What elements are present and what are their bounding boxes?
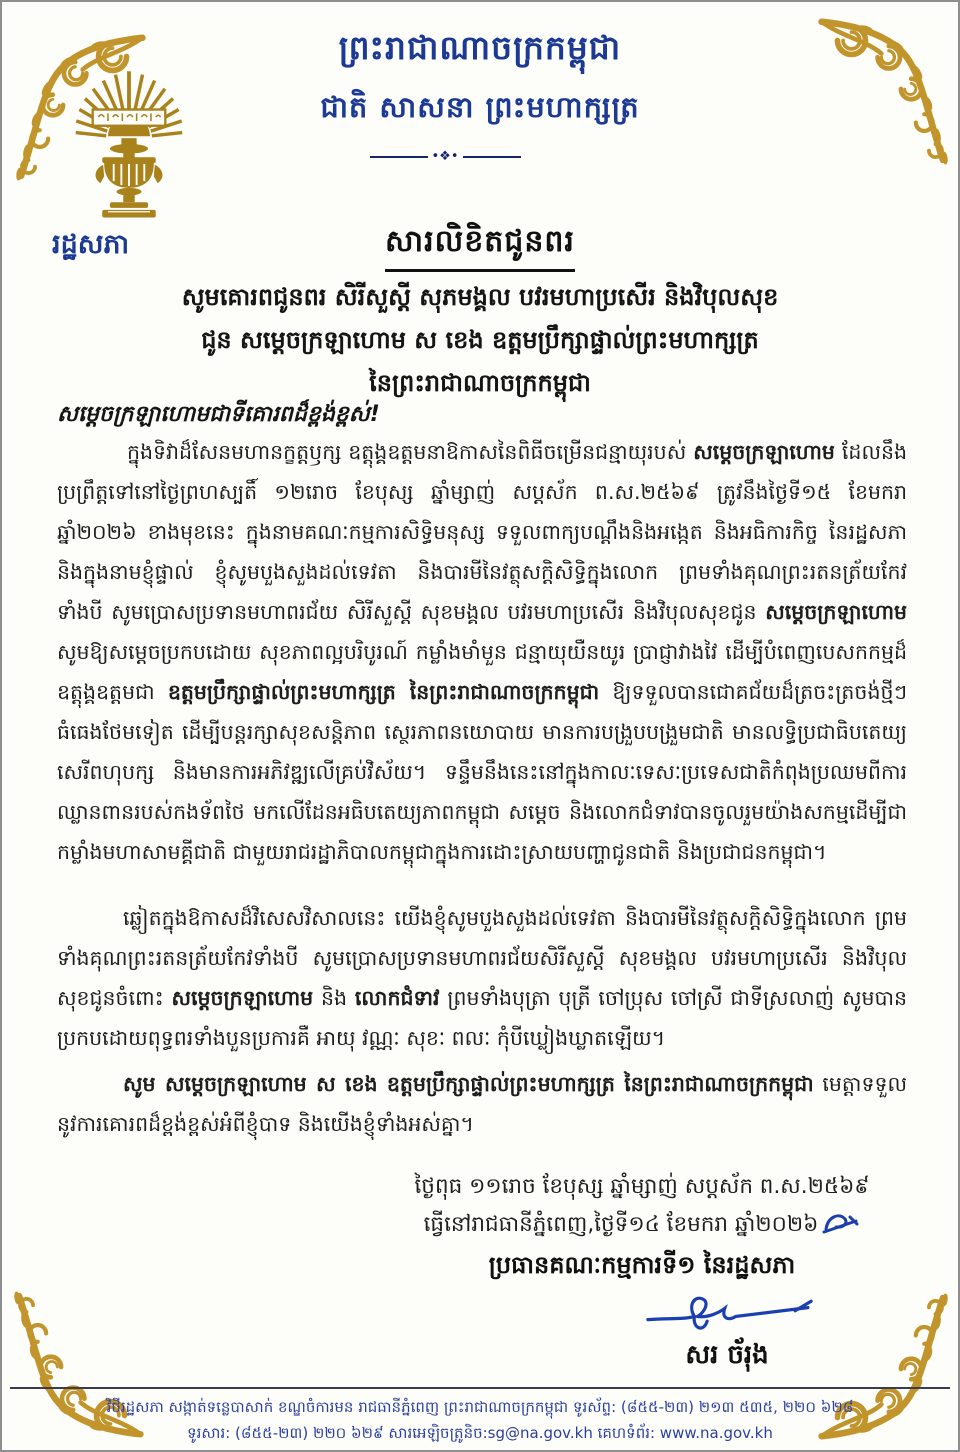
gregorian-date-line: ធ្វើនៅរាជធានីភ្នំពេញ,ថ្ងៃទី១៤ ខែមករា ឆ្នាំ២០២៦ xyxy=(382,1206,902,1244)
footer xyxy=(72,1394,888,1446)
header-divider-ornament-icon: •❖• xyxy=(2,150,888,163)
lunar-date-line: ថ្ងៃពុធ ១១រោច ខែបុស្ស ឆ្នាំម្សាញ់ សប្ដស័ក ព.ស.២៥៦៩ xyxy=(414,1174,870,1199)
body-paragraph-1: ក្នុងទិវាដ៏សែនមហានក្ខត្តឫក្ស ឧត្ដុង្គឧត្ដមនាឱកាសនៃពិធីចម្រើនជន្មាយុរបស់ សម្ដេចក្រឡាហោម ដែលនឹងប្រព្រឹត្តទៅនៅថ្ងៃព្រហស្បតិ៍ ១២រោច ខែបុស្ស ឆ្នាំម្សាញ់ សប្ដស័ក ព.ស.២៥៦៩ ត្រូវនឹងថ្ងៃទី១៥ ខែមករា ឆ្នាំ២០២៦ ខាងមុខនេះ ក្នុងនាមគណៈកម្មការសិទ្ធិមនុស្ស ទទួលពាក្យបណ្ដឹងនិងអង្កេត និងអធិការកិច្ច នៃរដ្ឋសភា និងក្នុងនាមខ្ញុំផ្ទាល់ ខ្ញុំសូមបួងសួងដល់ទេវតា និងបារមីនៃវត្ថុសក្ដិសិទ្ធិក្នុងលោក ព្រមទាំងគុណព្រះរតនត្រ័យកែវទាំងបី សូមប្រោសប្រទានមហាពរជ័យ សិរីសួស្ដី សុខមង្គល បវរមហាប្រសើរ និងវិបុលសុខជូន សម្ដេចក្រឡាហោម សូមឱ្យសម្ដេចប្រកបដោយ សុខភាពល្អបរិបូរណ៍ កម្លាំងមាំមួន ជន្មាយុយឺនយូរ ប្រាជ្ញាវាងវៃ ដើម្បីបំពេញបេសកកម្មដ៏ឧត្ដុង្គឧត្ដមជា ឧត្តមប្រឹក្សាផ្ទាល់ព្រះមហាក្សត្រ នៃព្រះរាជាណាចក្រកម្ពុជា ឱ្យទទួលបានជោគជ័យដ៏ត្រចះត្រចង់ថ្មីៗធំធេងថែមទៀត ដើម្បីបន្តរក្សាសុខសន្តិភាព ស្ថេរភាពនយោបាយ មានការបង្រួបបង្រួមជាតិ មានលទ្ធិប្រជាធិបតេយ្យ សេរីពហុបក្ស និងមានការអភិវឌ្ឍលើគ្រប់វិស័យ។ ទន្ទឹមនឹងនេះនៅក្នុងកាលៈទេសៈប្រទេសជាតិកំពុងប្រឈមពីការឈ្លានពានរបស់កងទ័ពថៃ មកលើដែនអធិបតេយ្យភាពកម្ពុជា សម្ដេច និងលោកជំទាវបានចូលរួមយ៉ាងសកម្មដើម្បីជាកម្លាំងមហាសាមគ្គីជាតិ ជាមួយរាជរដ្ឋាភិបាលកម្ពុជាក្នុងការដោះស្រាយបញ្ហាជូនជាតិ និងប្រជាជនកម្ពុជា។ xyxy=(57,440,907,864)
kingdom-name: ព្រះរាជាណាចក្រកម្ពុជា xyxy=(338,28,622,67)
footer-address-phone: វិថីរដ្ឋសភា សង្កាត់ទន្លេបាសាក់ ខណ្ឌចំការមន រាជធានីភ្នំពេញ ព្រះរាជាណាចក្រកម្ពុជា ទូរស័ព្ទ: (៨៥៥-២៣) ២១៣ ៥៣៥, ២២០ ៦២៨ xyxy=(106,1398,854,1416)
national-motto: ជាតិ សាសនា ព្រះមហាក្សត្រ xyxy=(320,90,640,124)
footer-separator xyxy=(10,1387,950,1389)
footer-fax-email-web: ទូរសារ: (៨៥៥-២៣) ២២០ ៦២៩ សារអេឡិចត្រូនិច:sg@na.gov.kh គេហទំព័រ: www.na.gov.kh xyxy=(187,1424,773,1442)
handwritten-initial-mark-icon xyxy=(820,1209,860,1235)
letter-title: សារលិខិតជូនពរ xyxy=(2,222,958,272)
body-paragraph-2: ឆ្លៀតក្នុងឱកាសដ៏វិសេសវិសាលនេះ យើងខ្ញុំសូមបួងសួងដល់ទេវតា និងបារមីនៃវត្ថុសក្ដិសិទ្ធិក្នុងលោក ព្រមទាំងគុណព្រះរតនត្រ័យកែវទាំងបី សូមប្រោសប្រទានមហាពរជ័យសិរីសួស្ដី សុខមង្គល បវរមហាប្រសើរ និងវិបុលសុខជូនចំពោះ សម្ដេចក្រឡាហោម និង លោកជំទាវ ព្រមទាំងបុត្រា បុត្រី ចៅប្រុស ចៅស្រី ជាទីស្រលាញ់ សូមបានប្រកបដោយពុទ្ធពរទាំងបួនប្រការគឺ អាយុ វណ្ណៈ សុខៈ ពលៈ កុំបីឃ្លៀងឃ្លាតឡើយ។ xyxy=(57,906,908,1050)
subtitle-line: សូមគោរពជូនពរ សិរីសួស្ដី សុភមង្គល បវរមហាប្រសើរ និងវិបុលសុខ xyxy=(181,283,779,311)
subtitle-line: ជូន សម្ដេចក្រឡាហោម ស ខេង ឧត្តមប្រឹក្សាផ្ទាល់ព្រះមហាក្សត្រ xyxy=(201,326,759,354)
letter-subtitle xyxy=(2,276,958,405)
subtitle-line: នៃព្រះរាជាណាចក្រកម្ពុជា xyxy=(369,369,591,397)
closing-block xyxy=(382,1168,902,1285)
signer-title: ប្រធានគណៈកម្មការទី១ នៃរដ្ឋសភា xyxy=(488,1251,796,1279)
handwritten-signature-icon xyxy=(622,1286,837,1342)
body-paragraph-3: សូម សម្ដេចក្រឡាហោម ស ខេង ឧត្តមប្រឹក្សាផ្ទាល់ព្រះមហាក្សត្រ នៃព្រះរាជាណាចក្រកម្ពុជា មេត្តាទទួលនូវការគោរពដ៏ខ្ពង់ខ្ពស់អំពីខ្ញុំបាទ និងយើងខ្ញុំទាំងអស់គ្នា។ xyxy=(57,1072,907,1136)
institution-label: រដ្ឋសភា xyxy=(52,229,130,260)
salutation: សម្ដេចក្រឡាហោមជាទីគោរពដ៏ខ្ពង់ខ្ពស់! xyxy=(57,402,380,427)
kingdom-header xyxy=(2,28,958,132)
signer-name: សរ ច័រុង xyxy=(685,1340,769,1370)
